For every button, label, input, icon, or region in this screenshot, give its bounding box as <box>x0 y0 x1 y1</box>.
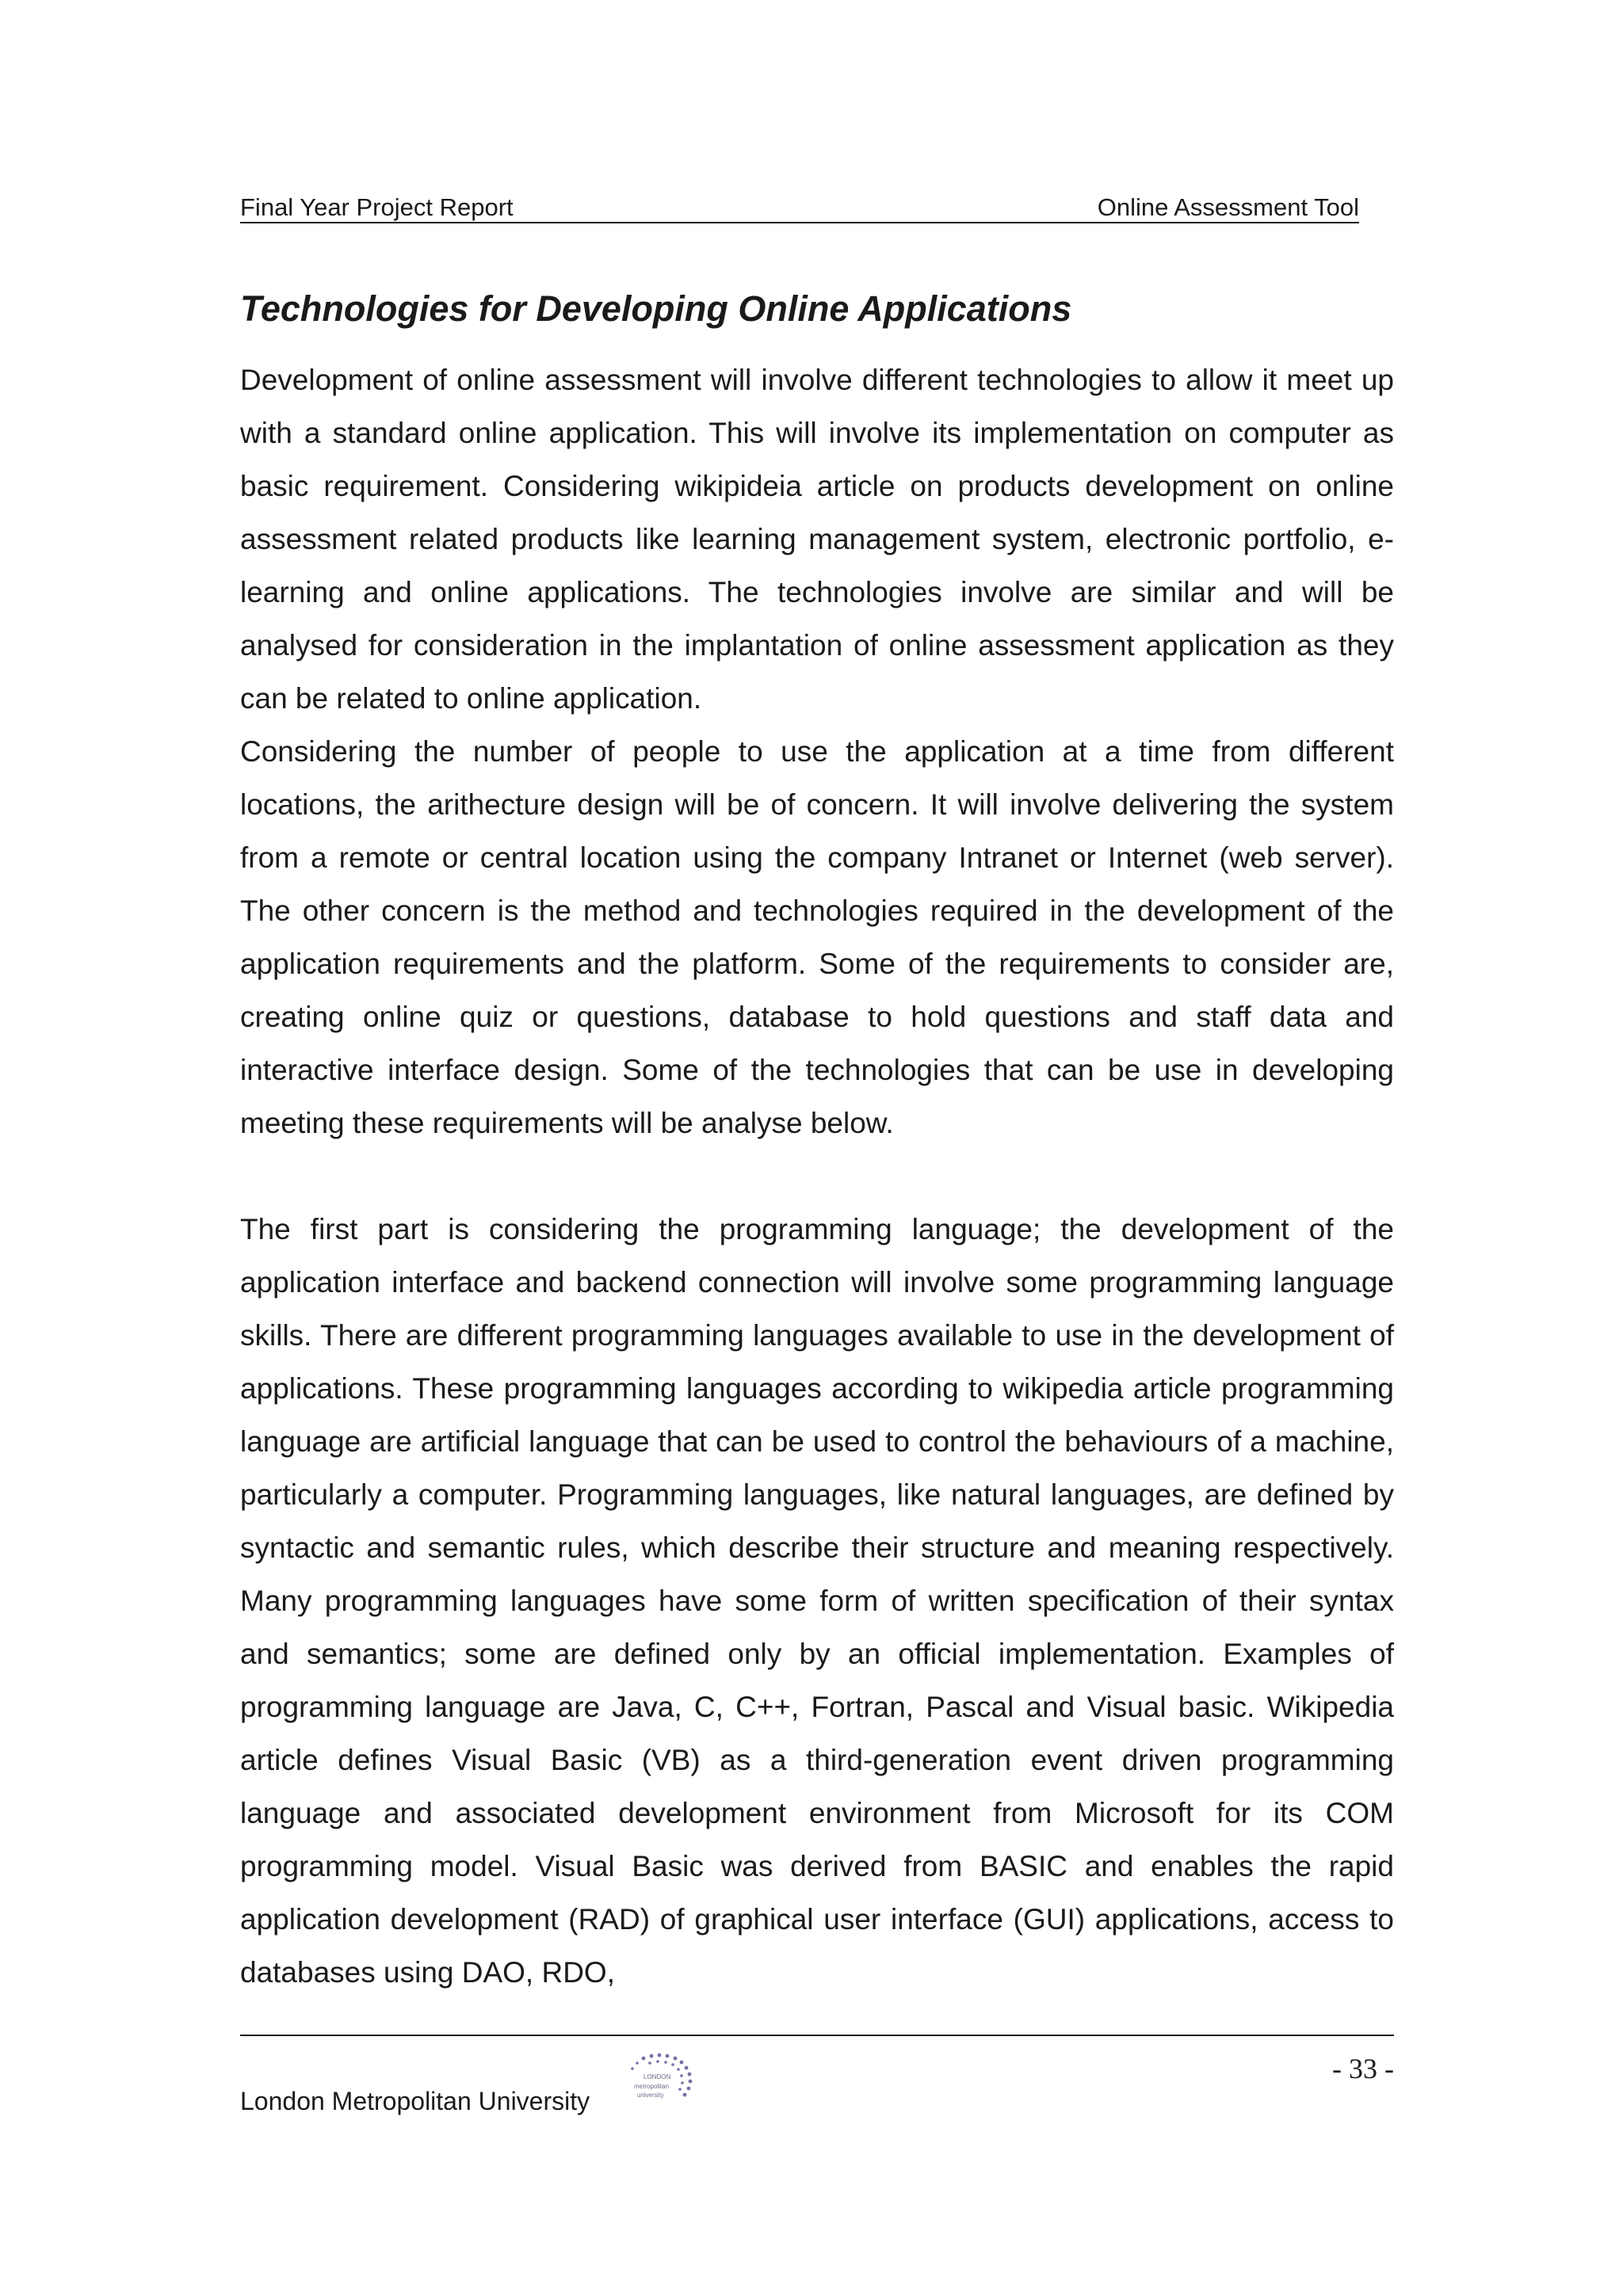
body-text <box>240 353 1394 1999</box>
section-title: Technologies for Developing Online Applications <box>240 288 1072 329</box>
footer-university: London Metropolitan University <box>240 2087 590 2115</box>
paragraph-gap <box>240 1150 1394 1203</box>
header-report-title: Final Year Project Report <box>240 193 514 221</box>
page-number: - 33 - <box>1332 2053 1394 2084</box>
paragraph-3: The first part is considering the programming language; the development of the application interface and backend connection will involve some programming language skills. There are different programming languages available to use in the development of applications. These programming languages according to wikipedia article programming language are artificial language that can be used to control the behaviours of a machine, particularly a computer. Programming languages, like natural languages, are defined by syntactic and semantic rules, which describe their structure and meaning respectively. Many programming languages have some form of written specification of their syntax and semantics; some are defined only by an official implementation. Examples of programming language are Java, C, C++, Fortran, Pascal and Visual basic. Wikipedia article defines Visual Basic (VB) as a third-generation event driven programming language and associated development environment from Microsoft for its COM programming model. Visual Basic was derived from BASIC and enables the rapid application development (RAD) of graphical user interface (GUI) applications, access to databases using DAO, RDO, <box>240 1213 1394 1989</box>
logo-text-london: LONDON <box>643 2073 671 2081</box>
university-logo-icon <box>620 2052 699 2111</box>
logo-text-metropolitan: metropolitan <box>634 2083 670 2090</box>
logo-text-university: university <box>637 2092 664 2099</box>
header-document-title: Online Assessment Tool <box>1097 193 1359 221</box>
paragraph-1: Development of online assessment will involve different technologies to allow it meet up with a standard online application. This will involve its implementation on computer as basic requirement. Considering wikipideia article on products development on online assessment related products like learning management system, electronic portfolio, e-learning and online applications. The technologies involve are similar and will be analysed for consideration in the implantation of online assessment application as they can be related to online application. <box>240 364 1394 715</box>
footer-rule <box>240 2035 1394 2036</box>
running-header <box>240 193 1359 223</box>
paragraph-2: Considering the number of people to use the application at a time from different locations, the arithecture design will be of concern. It will involve delivering the system from a remote or central location using the company Intranet or Internet (web server). The other concern is the method and technologies required in the development of the application requirements and the platform. Some of the requirements to consider are, creating online quiz or questions, database to hold questions and staff data and interactive interface design. Some of the technologies that can be use in developing meeting these requirements will be analyse below. <box>240 735 1394 1139</box>
